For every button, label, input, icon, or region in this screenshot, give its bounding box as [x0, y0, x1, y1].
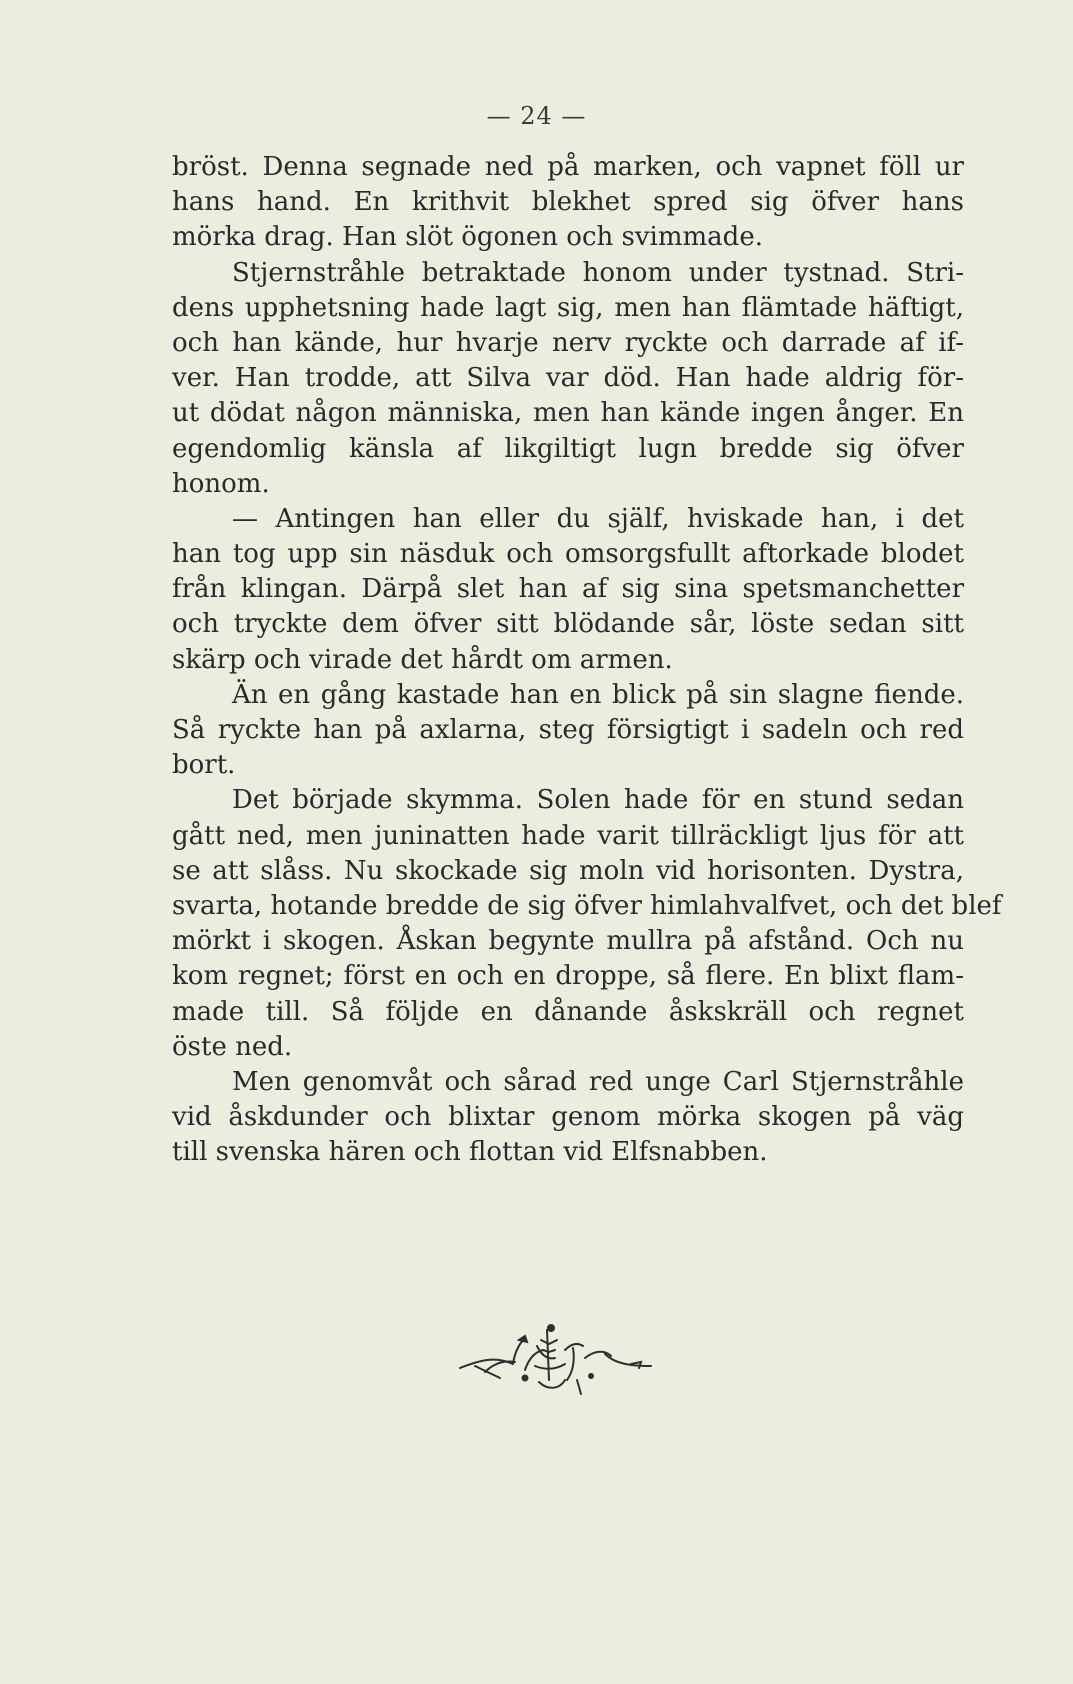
text-line: made till. Så följde en dånande åskskräll och regnet — [172, 996, 964, 1027]
body-text — [172, 150, 1002, 1170]
text-line: Stjernstråhle betraktade honom under tystnad. Stri- — [232, 257, 964, 288]
text-line: till svenska hären och flottan vid Elfsnabben. — [172, 1137, 768, 1168]
text-line: Så ryckte han på axlarna, steg försigtigt i sadeln och red — [172, 715, 964, 745]
text-line: se att slåss. Nu skockade sig moln vid horisonten. Dystra, — [172, 855, 964, 886]
text-line: skärp och virade det hårdt om armen. — [172, 644, 673, 675]
text-line: kom regnet; först en och en droppe, så flere. En blixt flam- — [172, 961, 964, 992]
text-line: dens upphetsning hade lagt sig, men han flämtade häftigt, — [172, 292, 964, 323]
text-line: bort. — [172, 750, 236, 781]
text-line: egendomlig känsla af likgiltigt lugn bredde sig öfver — [172, 433, 964, 464]
text-line: honom. — [172, 468, 270, 499]
text-line: Än en gång kastade han en blick på sin slagne fiende. — [232, 679, 964, 710]
text-line: bröst. Denna segnade ned på marken, och vapnet föll ur — [172, 152, 964, 182]
text-line: mörkt i skogen. Åskan begynte mullra på afstånd. Och nu — [172, 926, 964, 957]
floral-vignette-icon — [455, 1320, 665, 1400]
text-line: Det började skymma. Solen hade för en stund sedan — [232, 785, 964, 816]
text-line: öste ned. — [172, 1031, 293, 1062]
text-line: och han kände, hur hvarje nerv ryckte och darrade af if- — [172, 327, 964, 358]
text-line: gått ned, men juninatten hade varit tillräckligt ljus för att — [172, 820, 964, 851]
text-line: vid åskdunder och blixtar genom mörka skogen på väg — [172, 1102, 964, 1133]
text-line: mörka drag. Han slöt ögonen och svimmade. — [172, 222, 763, 253]
text-line: — Antingen han eller du själf, hviskade han, i det — [232, 503, 964, 534]
text-line: Men genomvåt och sårad red unge Carl Stjernstråhle — [232, 1066, 964, 1097]
page-number: — 24 — — [486, 102, 587, 130]
text-line: från klingan. Därpå slet han af sig sina spetsmanchetter — [172, 574, 964, 605]
text-line: hans hand. En krithvit blekhet spred sig öfver hans — [172, 187, 964, 218]
text-line: svarta, hotande bredde de sig öfver himlahvalfvet, och det blef — [172, 890, 1002, 921]
text-line: ver. Han trodde, att Silva var död. Han hade aldrig för- — [172, 363, 964, 394]
text-line: ut dödat någon människa, men han kände ingen ånger. En — [172, 398, 964, 429]
text-line: han tog upp sin näsduk och omsorgsfullt aftorkade blodet — [172, 539, 964, 570]
text-line: och tryckte dem öfver sitt blödande sår, löste sedan sitt — [172, 609, 964, 640]
